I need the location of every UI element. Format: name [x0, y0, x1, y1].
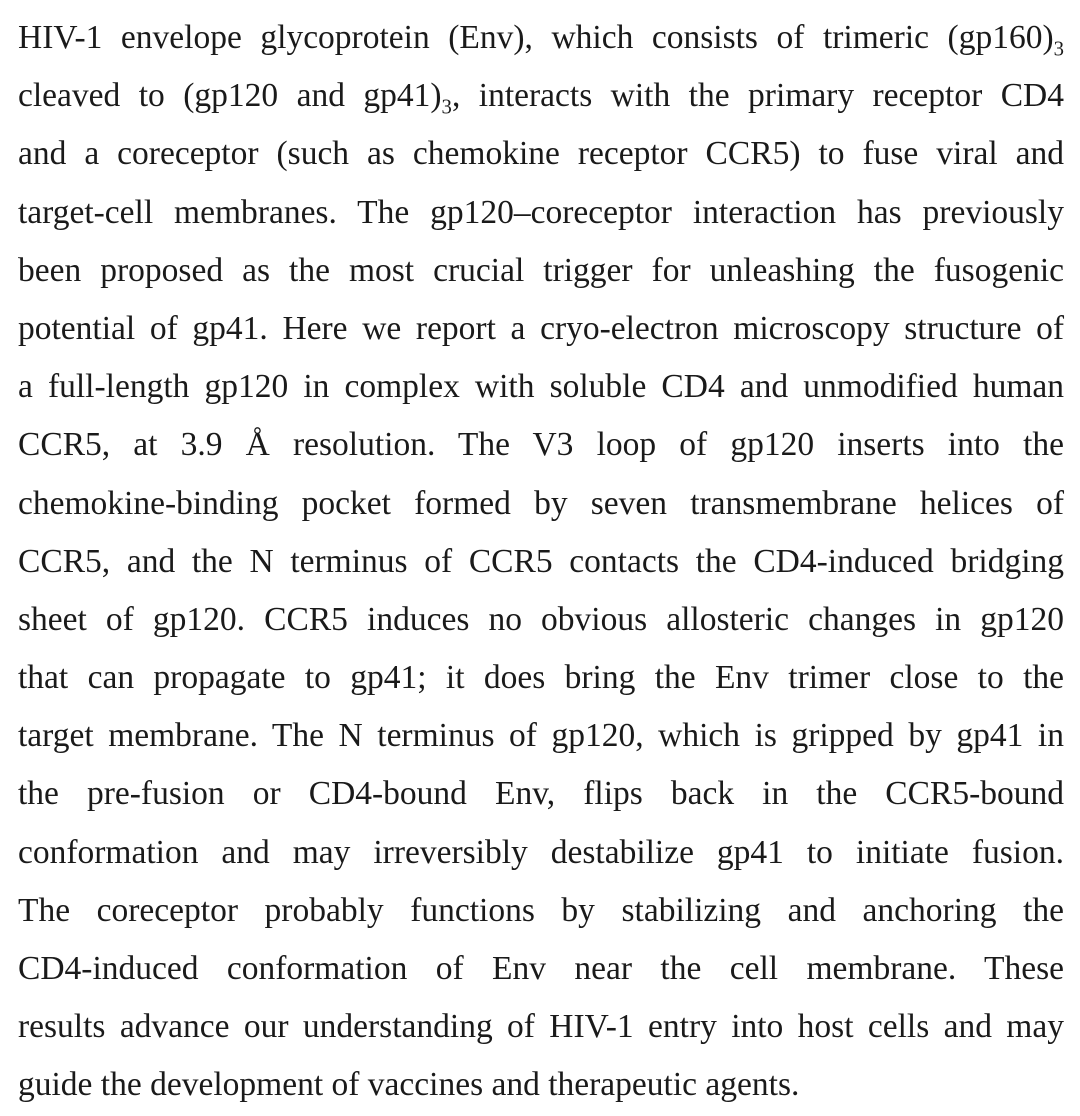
text-segment: results advance our understanding of HIV-1 entry into host cells and may — [18, 1008, 1064, 1046]
text-segment: CCR5, at 3.9 Å resolution. The V3 loop of gp120 inserts into the — [18, 426, 1064, 464]
subscript: 3 — [441, 95, 452, 119]
text-segment: the pre-fusion or CD4-bound Env, flips back in the CCR5-bound — [18, 775, 1064, 813]
abstract-line — [18, 649, 1064, 707]
text-segment: that can propagate to gp41; it does bring the Env trimer close to the — [18, 659, 1064, 697]
abstract-line — [18, 242, 1064, 300]
abstract-line — [18, 125, 1064, 183]
text-segment: target-cell membranes. The gp120–coreceptor interaction has previously — [18, 193, 1064, 231]
text-segment: conformation and may irreversibly destabilize gp41 to initiate fusion. — [18, 833, 1064, 871]
text-segment: guide the development of vaccines and therapeutic agents. — [18, 1066, 800, 1104]
text-segment: target membrane. The N terminus of gp120, which is gripped by gp41 in — [18, 717, 1064, 755]
text-segment: CCR5, and the N terminus of CCR5 contacts the CD4-induced bridging — [18, 542, 1064, 580]
abstract-line — [18, 707, 1064, 765]
text-segment: a full-length gp120 in complex with soluble CD4 and unmodified human — [18, 368, 1064, 406]
abstract-line — [18, 765, 1064, 823]
abstract-line — [18, 591, 1064, 649]
abstract-line — [18, 940, 1064, 998]
abstract-line — [18, 533, 1064, 591]
abstract-line — [18, 300, 1064, 358]
abstract-line — [18, 882, 1064, 940]
abstract-line — [18, 1056, 1064, 1114]
abstract-line — [18, 9, 1064, 67]
abstract-text — [18, 9, 1064, 1115]
text-segment: been proposed as the most crucial trigger for unleashing the fusogenic — [18, 251, 1064, 289]
abstract-line — [18, 358, 1064, 416]
abstract-line — [18, 416, 1064, 474]
text-segment: , interacts with the primary receptor CD4 — [451, 77, 1064, 115]
text-segment: and a coreceptor (such as chemokine receptor CCR5) to fuse viral and — [18, 135, 1064, 173]
abstract-line — [18, 67, 1064, 125]
text-segment: The coreceptor probably functions by stabilizing and anchoring the — [18, 891, 1064, 929]
subscript: 3 — [1053, 37, 1064, 61]
text-segment: cleaved to (gp120 and gp41) — [18, 77, 442, 115]
text-segment: chemokine-binding pocket formed by seven transmembrane helices of — [18, 484, 1064, 522]
text-segment: potential of gp41. Here we report a cryo-electron microscopy structure of — [18, 309, 1064, 347]
abstract-line — [18, 184, 1064, 242]
abstract-line — [18, 475, 1064, 533]
abstract-line — [18, 998, 1064, 1056]
text-segment: CD4-induced conformation of Env near the cell membrane. These — [18, 950, 1064, 987]
text-segment: sheet of gp120. CCR5 induces no obvious allosteric changes in gp120 — [18, 600, 1064, 638]
abstract-line — [18, 824, 1064, 882]
text-segment: HIV-1 envelope glycoprotein (Env), which consists of trimeric (gp160) — [18, 19, 1054, 56]
